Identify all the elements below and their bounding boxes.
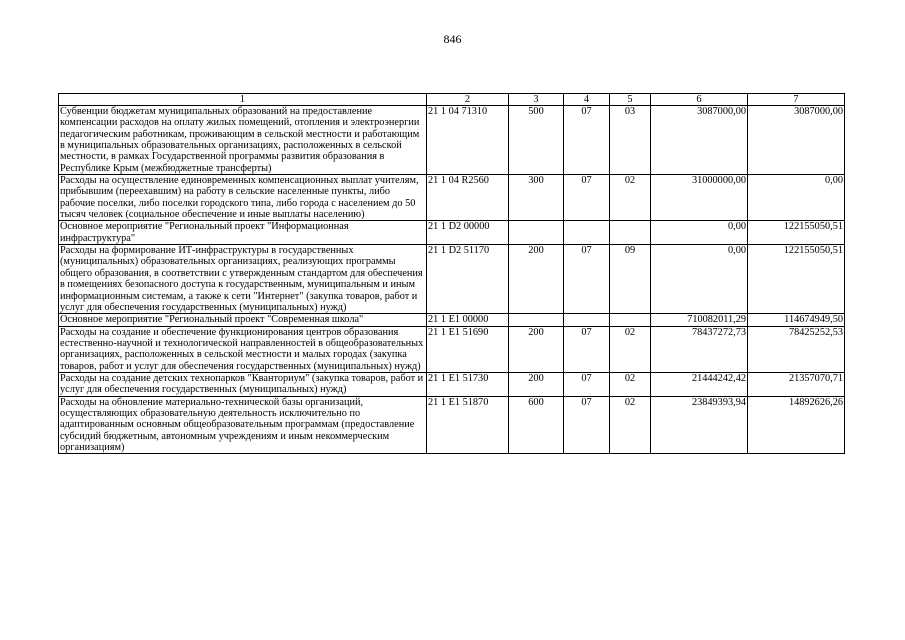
row-col3	[509, 314, 564, 326]
row-name: Расходы на обновление материально-технической базы организаций, осуществляющих образовательную деятельность исключительно по адаптированным основным общеобразовательным программам (предоставление субсидий бюджетным, автономным учреждениям и иным некоммерческим организациям)	[59, 396, 427, 454]
page-number: 846	[443, 32, 462, 46]
table-row	[59, 221, 845, 245]
row-col4: 07	[564, 396, 610, 454]
row-col5: 03	[610, 106, 651, 175]
row-name: Расходы на создание и обеспечение функционирования центров образования естественно-научной и технологической направленностей в общеобразовательных организациях, расположенных в сельской местности и малых городах (закупка товаров, работ и услуг для обеспечения государственных (муниципальных) нужд)	[59, 326, 427, 372]
row-amount-7: 0,00	[748, 175, 845, 221]
row-name: Субвенции бюджетам муниципальных образований на предоставление компенсации расходов на оплату жилых помещений, отопления и электроэнергии педагогическим работникам, проживающим в сельской местности и работающим в муниципальных образовательных организациях, расположенных в сельской местности, в рамках Государственной программы развития образования в Республике Крым (межбюджетные трансферты)	[59, 106, 427, 175]
row-amount-7: 14892626,26	[748, 396, 845, 454]
row-amount-7: 78425252,53	[748, 326, 845, 372]
header-col-5: 5	[610, 94, 651, 106]
row-col4	[564, 314, 610, 326]
row-col3: 200	[509, 372, 564, 396]
row-col3: 600	[509, 396, 564, 454]
row-amount-7: 21357070,71	[748, 372, 845, 396]
row-col5: 09	[610, 245, 651, 314]
header-col-3: 3	[509, 94, 564, 106]
row-col4: 07	[564, 326, 610, 372]
row-col5: 02	[610, 175, 651, 221]
row-code: 21 1 D2 51170	[427, 245, 509, 314]
row-col4: 07	[564, 106, 610, 175]
row-col4: 07	[564, 372, 610, 396]
table-row	[59, 396, 845, 454]
row-code: 21 1 E1 51870	[427, 396, 509, 454]
row-col3: 200	[509, 326, 564, 372]
row-code: 21 1 E1 00000	[427, 314, 509, 326]
row-col4: 07	[564, 245, 610, 314]
row-name: Расходы на формирование ИТ-инфраструктуры в государственных (муниципальных) образовательных организациях, реализующих программы общего образования, в соответствии с утвержденным стандартом для обеспечения в помещениях безопасного доступа к государственным, муниципальным и иным информационным системам, а также к сети "Интернет" (закупка товаров, работ и услуг для обеспечения государственных (муниципальных) нужд)	[59, 245, 427, 314]
row-code: 21 1 04 R2560	[427, 175, 509, 221]
row-amount-6: 710082011,29	[651, 314, 748, 326]
budget-table	[58, 93, 845, 454]
table-row	[59, 314, 845, 326]
table-row	[59, 326, 845, 372]
header-col-6: 6	[651, 94, 748, 106]
row-amount-7: 3087000,00	[748, 106, 845, 175]
header-col-7: 7	[748, 94, 845, 106]
row-amount-6: 21444242,42	[651, 372, 748, 396]
row-code: 21 1 04 71310	[427, 106, 509, 175]
row-name: Расходы на создание детских технопарков "Кванториум" (закупка товаров, работ и услуг для обеспечения государственных (муниципальных) нужд)	[59, 372, 427, 396]
row-code: 21 1 D2 00000	[427, 221, 509, 245]
header-col-2: 2	[427, 94, 509, 106]
row-amount-6: 23849393,94	[651, 396, 748, 454]
row-name: Расходы на осуществление единовременных компенсационных выплат учителям, прибывшим (переехавшим) на работу в сельские населенные пункты, либо рабочие поселки, либо поселки городского типа, либо города с населением до 50 тысяч человек (социальное обеспечение и иные выплаты населению)	[59, 175, 427, 221]
table-row	[59, 175, 845, 221]
row-col5	[610, 314, 651, 326]
row-amount-6: 31000000,00	[651, 175, 748, 221]
table-row	[59, 372, 845, 396]
row-code: 21 1 E1 51730	[427, 372, 509, 396]
row-col4	[564, 221, 610, 245]
row-amount-6: 3087000,00	[651, 106, 748, 175]
row-col3: 300	[509, 175, 564, 221]
row-col5: 02	[610, 326, 651, 372]
row-name: Основное мероприятие "Региональный проект "Информационная инфраструктура"	[59, 221, 427, 245]
table-row	[59, 245, 845, 314]
table-row	[59, 106, 845, 175]
row-code: 21 1 E1 51690	[427, 326, 509, 372]
row-col5: 02	[610, 372, 651, 396]
row-name: Основное мероприятие "Региональный проект "Современная школа"	[59, 314, 427, 326]
row-col5: 02	[610, 396, 651, 454]
header-col-1: 1	[59, 94, 427, 106]
header-row	[59, 94, 845, 106]
row-col4: 07	[564, 175, 610, 221]
row-amount-7: 114674949,50	[748, 314, 845, 326]
row-col5	[610, 221, 651, 245]
row-amount-7: 122155050,51	[748, 221, 845, 245]
row-amount-6: 78437272,73	[651, 326, 748, 372]
row-col3: 200	[509, 245, 564, 314]
row-amount-7: 122155050,51	[748, 245, 845, 314]
row-amount-6: 0,00	[651, 221, 748, 245]
row-amount-6: 0,00	[651, 245, 748, 314]
row-col3	[509, 221, 564, 245]
header-col-4: 4	[564, 94, 610, 106]
row-col3: 500	[509, 106, 564, 175]
